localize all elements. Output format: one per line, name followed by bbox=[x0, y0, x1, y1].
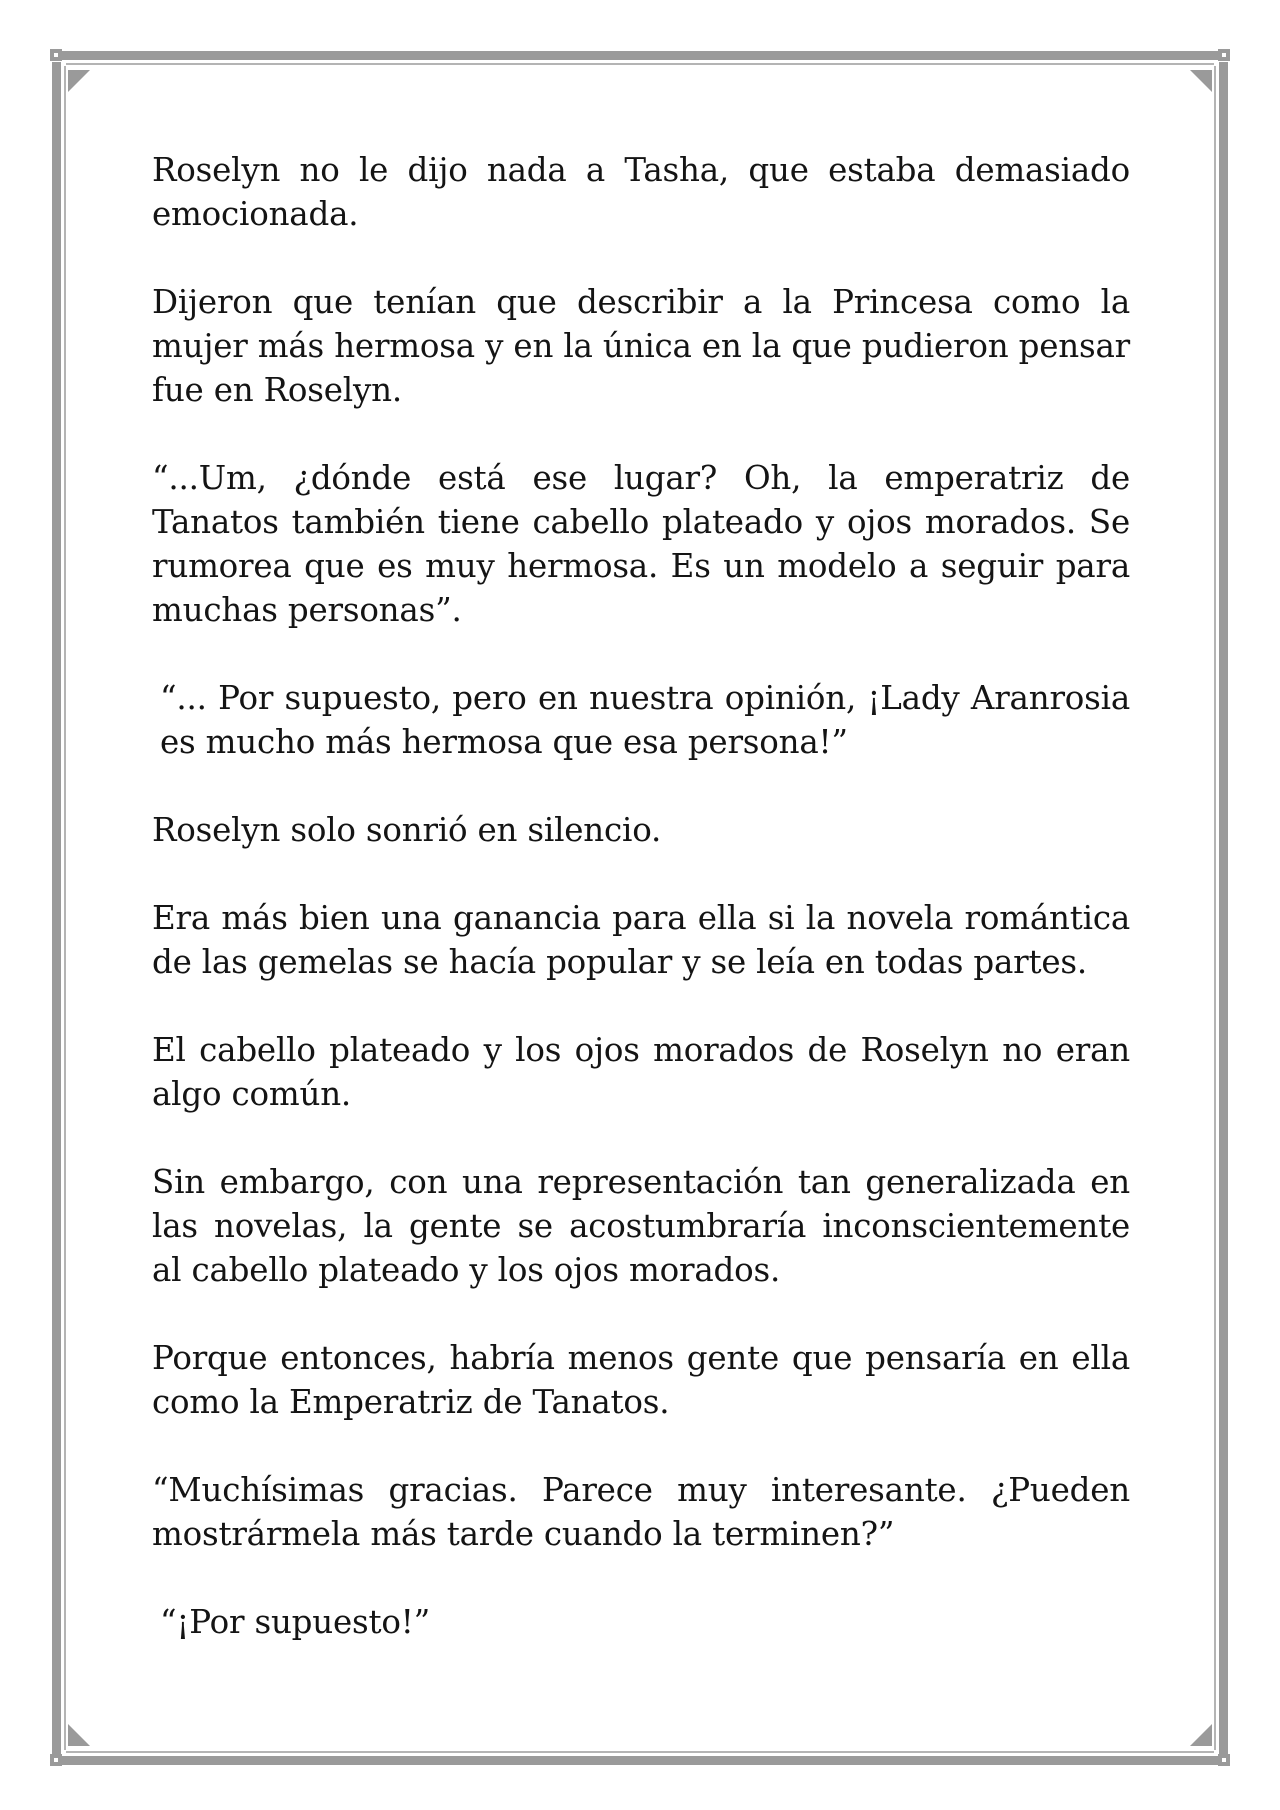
paragraph-7: El cabello plateado y los ojos morados de Roselyn no eran algo común. bbox=[152, 1031, 1130, 1113]
paragraph-8: Sin embargo, con una representación tan generalizada en las novelas, la gente se acostumbraría inconscientemente al cabello plateado y los ojos morados. bbox=[152, 1163, 1130, 1289]
document-body bbox=[152, 148, 1130, 1688]
paragraph-6: Era más bien una ganancia para ella si la novela romántica de las gemelas se hacía popular y se leía en todas partes. bbox=[152, 899, 1130, 981]
paragraph-11: “¡Por supuesto!” bbox=[160, 1603, 431, 1641]
paragraph-9: Porque entonces, habría menos gente que pensaría en ella como la Emperatriz de Tanatos. bbox=[152, 1339, 1130, 1421]
paragraph-2: Dijeron que tenían que describir a la Princesa como la mujer más hermosa y en la única en la que pudieron pensar fue en Roselyn. bbox=[152, 283, 1130, 409]
paragraph-10: “Muchísimas gracias. Parece muy interesante. ¿Pueden mostrármela más tarde cuando la terminen?” bbox=[152, 1471, 1130, 1553]
paragraph-4: “... Por supuesto, pero en nuestra opinión, ¡Lady Aranrosia es mucho más hermosa que esa persona!” bbox=[160, 679, 1130, 761]
paragraph-5: Roselyn solo sonrió en silencio. bbox=[152, 811, 662, 849]
paragraph-3: “...Um, ¿dónde está ese lugar? Oh, la emperatriz de Tanatos también tiene cabello plateado y ojos morados. Se rumorea que es muy hermosa. Es un modelo a seguir para muchas personas”. bbox=[152, 459, 1130, 629]
paragraph-1: Roselyn no le dijo nada a Tasha, que estaba demasiado emocionada. bbox=[152, 151, 1130, 233]
